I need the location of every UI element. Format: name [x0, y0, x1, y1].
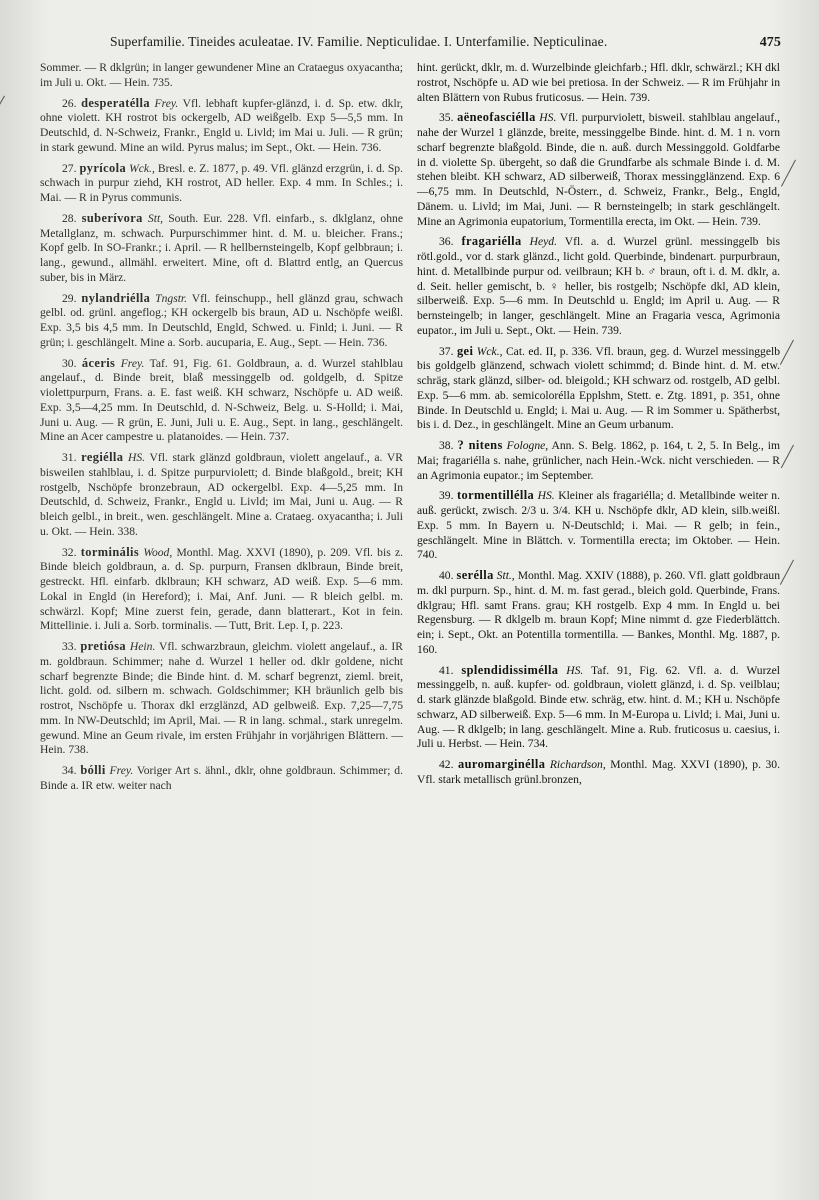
entry-text: Voriger Art s. ähnl., dklr, ohne goldbraun. Schimmer; d. Binde a. IR etw. weiter nach — [40, 764, 403, 792]
species-entry — [417, 568, 780, 658]
entry-number: 29. — [62, 291, 77, 305]
species-entry — [417, 110, 780, 229]
species-name: ? nitens — [457, 438, 503, 452]
entry-number: 42. — [439, 758, 454, 771]
species-name: aëneofasciélla — [457, 110, 536, 125]
species-name: tormentillélla — [456, 488, 535, 503]
entry-number: 41. — [439, 663, 454, 677]
margin-pencil-mark — [781, 160, 796, 187]
entry-text: Vfl. schwarzbraun, gleichm. violett angelauf., a. IR m. goldbraun. Schimmer; nahe d. Wurzel 1 heller od. dklr goldene, nicht scharf begrenzte Binde; die Binde hint. d. M. scharf begrenzt, zieml. breit, licht. gold. od. silbern m. schwach. Goldschimmer; KH bräunlich gelb bis rostrot, Nschöpfe u. Thorax dkl erzglänzd, AD gelbweiß. Exp. 7,25—7,75 mm. In NW-Deutschld; im April, Mai. — R in lang. schmal., stark unregelm. gewund. Mine an Geum rivale, im ersten Frühjahr in vorjährigen Blättern. — Hein. 738. — [40, 640, 404, 757]
margin-pencil-mark — [781, 445, 794, 469]
author-citation: Fologne, — [506, 439, 549, 452]
entry-text: Taf. 91, Fig. 61. Goldbraun, a. d. Wurzel stahlblau angelauf., d. Binde breit, blaß messinggelb od. goldgelb, d. Spitze violettpurpurn, Frans. a. E. fast weiß. KH schwarz, Nschöpfe u. AD weiß. Exp. 3,5—4,25 mm. In Deutschld, d. N-Schweiz, Belg. u. S-Holld; i. Mai, Juni u. Aug. — R grün, E. Juni, Juli u. E. Aug., Sept. in lang., geschlängelt. Mine an Acer campestre u. platanoides. — Hein. 737. — [40, 356, 403, 444]
entry-text: South. Eur. 228. Vfl. einfarb., s. dklglanz, ohne Metallglanz, m. schwach. Purpurschimmer hint. d. M. u. bleicher. Frans.; Kopf gelb. In SO-Frankr.; i. April. — R hellbernsteingelb, Kopf gelbbraun; i. lang., gewund., allmähl. erweitert. Mine, oft d. Blattrd entlg, an Quercus suber, bis in März. — [40, 211, 403, 284]
entry-number: 37. — [439, 344, 454, 358]
species-name: desperatélla — [81, 95, 150, 110]
author-citation: Wck., — [476, 344, 503, 358]
entry-number: 32. — [62, 545, 77, 559]
species-entry — [40, 61, 403, 91]
species-entry — [40, 763, 403, 794]
entry-text: Monthl. Mag. XXVI (1890), p. 30. Vfl. stark metallisch grünl.bronzen, — [417, 758, 780, 786]
entry-text: Kleiner als fragariélla; d. Metallbinde weiter n. auß. gerückt, zwisch. 2/3 u. 3/4. KH u. Nschöpfe dklr, AD klein, silb.weißl. Exp. 5 mm. In Bayern u. N-Deutschld; i. Mai. — R gelb; in fein., geschlängelt. Mine in Blättch. v. Tormentilla erecta; im Oktober. — Hein. 740. — [417, 489, 780, 562]
author-citation: Hein. — [129, 640, 156, 653]
two-column-body — [40, 61, 781, 799]
entry-number: 30. — [62, 356, 77, 370]
entry-text: hint. gerückt, dklr, m. d. Wurzelbinde gleichfarb.; Hfl. dklr, schwärzl.; KH dkl rostrot, Nschöpfe u. AD wie bei pretiosa. In der Schweiz. — R im Frühjahr in alten Blättern von Rubus fruticosus. — Hein. 739. — [417, 61, 780, 104]
author-citation: Heyd. — [529, 235, 557, 249]
entry-number: 28. — [62, 211, 77, 225]
margin-pencil-mark — [780, 560, 794, 585]
species-name: regiélla — [81, 450, 124, 464]
species-entry — [40, 356, 403, 446]
entry-text: Taf. 91, Fig. 62. Vfl. a. d. Wurzel messinggelb, n. auß. kupfer- od. goldbraun, violett glänzd, i. d. Sp. veilblau; d. stark glänzde blaßgold. Binde etw. schräg, etw. hint. d. M.; KH u. Nschöpfe schwarz, AD silberweiß. Exp. 5—6 mm. In M-Europa u. Livld; i. Mai, Juni u. Aug. — R dklgelb; in lang. geschlängelt. Mine a. Rub. fruticosus u. caesius, i. Juli u. Herbst. — Hein. 734. — [417, 663, 780, 751]
entry-text: Sommer. — R dklgrün; in langer gewundener Mine an Crataegus oxyacantha; im Juli u. Okt. — Hein. 735. — [40, 61, 403, 89]
entry-text: Vfl. feinschupp., hell glänzd grau, schwach gelbl. od. grünl. angeflog.; KH ockergelb bis braun, AD u. Nschöpfe weißl. Exp. 3,5 bis 4,5 mm. In Deutschld, Engld, Schwed. u. Finld; i. Juni. — R grün; i. geschlängelt. Mine a. Sorb. aucuparia, E. Aug., Sept. — Hein. 736. — [40, 291, 403, 349]
author-citation: Stt, — [147, 211, 164, 225]
species-entry — [417, 757, 780, 788]
author-citation: Stt., — [496, 569, 515, 582]
entry-text: Vfl. stark glänzd goldbraun, violett angelauf., a. VR bisweilen stahlblau, i. d. Spitze purpurviolett; d. Binde blaßgold., breit; KH rostgelb, Nschöpfe bronzebraun, AD ockergelbl. Exp. 4—5,25 mm. In Deutschld, d. Schweiz, Frankr., Engld u. Livld; im Mai, Juni u. Aug. — R bleich gelbl., in breit., wen. geschlängelt. Mine a. Crataeg. oxyacantha; i. Juli u. Okt. — Hein. 338. — [40, 451, 403, 538]
entry-number: 26. — [62, 96, 77, 110]
species-entry — [417, 61, 780, 105]
entry-text: Ann. S. Belg. 1862, p. 164, t. 2, 5. In Belg., im Mai; fragariélla s. nahe, grünlicher, nach Hein.-Wck. nicht verschieden. — R an Agrimonia eupator.; im September. — [417, 439, 781, 482]
species-entry — [40, 639, 403, 758]
species-entry — [40, 96, 403, 156]
author-citation: HS. — [537, 489, 555, 503]
author-citation: Frey. — [120, 356, 145, 370]
species-name: gei — [456, 343, 474, 358]
species-name: serélla — [456, 568, 494, 582]
author-citation: HS. — [128, 451, 146, 464]
species-entry — [417, 663, 780, 753]
species-name: pretiósa — [80, 639, 127, 653]
species-name: torminális — [80, 544, 140, 559]
species-name: nylandriélla — [81, 290, 151, 305]
entry-text: Monthl. Mag. XXVI (1890), p. 209. Vfl. bis z. Binde bleich goldbraun, a. d. Sp. purpurn, Fransen dklbraun, Binde breit, gestreckt. Hfl. einfarb. dklbraun; KH schwarz, AD weiß. Exp. 5—6 mm. Lokal in Engld (in Hereford); i. Mai, Anf. Juni. — R bleich gelbl. m. schwärzl. Kopf; Mine zuerst fein, gerade, dann blatterart., Kot in fein. Mittellinie. i. Juli a. Sorb. torminalis. — Tutt, Brit. Lep. I, p. 223. — [40, 545, 403, 633]
author-citation: HS. — [539, 111, 557, 125]
right-column — [417, 61, 780, 799]
entry-text: Cat. ed. II, p. 336. Vfl. braun, geg. d. Wurzel messinggelb bis goldgelb glänzend, schwach violett schimmd; d. Binde hint. d. M. etw. schräg, stark glänzd, silber- od. bleigold.; KH schwarz od. rostgelb, AD gelbl. Exp. 5—6 mm. ab. semicolorélla Epplshm, Stett. e. Ztg. 1891, p. 351, ohne Binde. In Deutschld u. Engld; i. Mai u. Aug. — R im Sommer u. Spätherbst, bis i. d. Dez., in geschlängelt. Mine an Geum urbanum. — [417, 344, 781, 432]
entry-number: 35. — [439, 111, 454, 125]
author-citation: Wck., — [129, 161, 155, 175]
species-entry — [40, 545, 403, 635]
species-entry — [40, 291, 403, 351]
species-entry — [40, 450, 403, 540]
species-entry — [417, 488, 780, 563]
entry-number: 31. — [62, 451, 77, 464]
author-citation: Tngstr. — [155, 291, 188, 305]
entry-text: Vfl. purpurviolett, bisweil. stahlblau angelauf., nahe der Wurzel 1 glänzde, breite, messinggelbe Binde. hint. d. M. 1 n. vorn scharf begrenzte blaßgold. Binde, die n. auß. durch Messinggold. Goldfarbe in d. violette Sp. übergeht, so daß die Grundfarbe als schmale Binde i. d. M. stehen bleibt. KH schwarz, AD silberweiß, Thorax messingglänzend. Exp. 6—6,75 mm. In Deutschld, N-Österr., d. Schweiz, Frankr., Belg., Engld, Dänem. u. Livld; im Mai, Juni. — R bernsteingelb; in stark geschlängelt. Mine an Agrimonia eupatorium, Tormentilla erecta, im Okt. — Hein. 739. — [417, 111, 780, 228]
running-header — [110, 34, 781, 51]
running-title: Superfamilie. Tineides aculeatae. IV. Familie. Nepticulidae. I. Unterfamilie. Nepticulinae. — [110, 34, 608, 49]
species-entry — [417, 344, 780, 434]
entry-number: 40. — [439, 569, 454, 582]
entry-number: 36. — [439, 235, 454, 249]
author-citation: Frey. — [154, 96, 179, 110]
margin-pencil-mark — [780, 340, 794, 365]
species-name: suberívora — [81, 210, 143, 225]
author-citation: Richardson, — [549, 758, 606, 771]
species-entry — [417, 438, 780, 483]
species-entry — [40, 211, 403, 286]
author-citation: Frey. — [109, 764, 134, 777]
author-citation: HS. — [566, 663, 584, 677]
species-name: pyrícola — [79, 160, 127, 175]
species-name: bólli — [80, 763, 106, 777]
left-margin-mark — [0, 96, 5, 123]
entry-text: Vfl. lebhaft kupfer-glänzd, i. d. Sp. etw. dklr, ohne violett. KH rostrot bis ockergelb, AD weißgelb. Exp 5—5,5 mm. In Deutschld, d. N-Schweiz, Frankr., Engld u. Livld; im Mai u. Juli. — R grün; in stark gewund. Mine an wild. Pyrus malus; im Sept., Okt. — Hein. 736. — [40, 96, 403, 154]
entry-number: 27. — [62, 161, 77, 175]
entry-text: Monthl. Mag. XXIV (1888), p. 260. Vfl. glatt goldbraun m. dkl purpurn. Sp., hint. d. M. m. fast gerad., bleich gold. Querbinde, Frans. dklgrau; Hfl. samt Frans. grau; KH rostgelb. Exp 4 mm. In Engld u. bei Regensburg. — R dklgelb m. braun Kopf; Mine nimmt d. gze Fiederblättch. ein; i. Sept., Okt. an Potentilla tormentilla. — Bankes, Monthl. Mg. 1887, p. 160. — [417, 569, 781, 656]
species-entry — [417, 234, 780, 338]
entry-number: 38. — [439, 439, 454, 452]
page-number: 475 — [759, 35, 781, 50]
species-entry — [40, 161, 403, 206]
species-name: auromarginélla — [458, 757, 546, 771]
species-name: splendidissimélla — [461, 662, 559, 677]
entry-text: Bresl. e. Z. 1877, p. 49. Vfl. glänzd erzgrün, i. d. Sp. schwach in purpur ziehd, KH rostrot, AD heller. Exp. 4 mm. In Schles.; i. Mai. — R in Pyrus communis. — [40, 161, 403, 204]
species-name: fragariélla — [461, 234, 522, 249]
entry-text: Vfl. a. d. Wurzel grünl. messinggelb bis rötl.gold., vor d. stark glänzd., licht gold. Querbinde, bindenart. purpurbraun, hint. d. Metallbinde purpur od. veilbraun; KH b. ♂ braun, oft i. d. M. dklr, a. d. Seit. heller gemischt, b. ♀ heller, bis rostgelb; Nschöpfe dkl, AD klein, silberweiß. Exp. 5—6 mm. In Deutschld u. Engld; im April u. Aug. — R bernsteingelb; in langer, geschlängelt. Mine an Fragaria vesca, Agrimonia eupator., im Juli u. Sept., Okt. — Hein. 739. — [417, 235, 780, 337]
entry-number: 34. — [62, 764, 77, 777]
entry-number: 33. — [62, 640, 77, 653]
species-name: áceris — [81, 355, 116, 370]
author-citation: Wood, — [143, 545, 173, 559]
left-column — [40, 61, 403, 799]
entry-number: 39. — [439, 489, 454, 503]
